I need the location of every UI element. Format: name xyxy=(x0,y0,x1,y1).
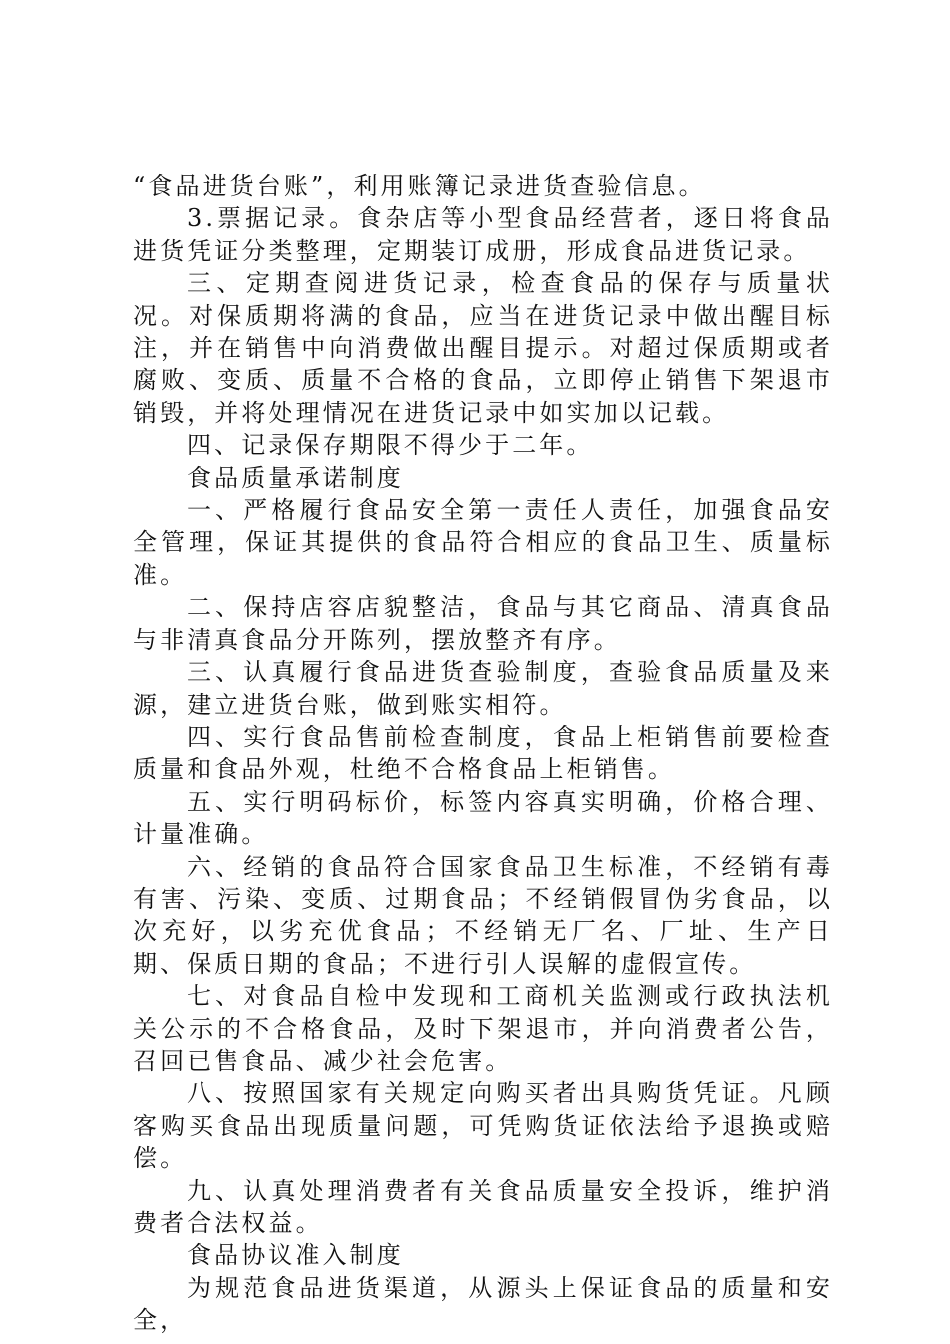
paragraph-2: 3.票据记录。食杂店等小型食品经营者，逐日将食品进货凭证分类整理，定期装订成册，形成食品进货记录。 xyxy=(133,204,833,265)
paragraph-16: 为规范食品进货渠道，从源头上保证食品的质量和安全， xyxy=(133,1273,833,1335)
section-heading-agreement-access: 食品协议准入制度 xyxy=(187,1241,404,1270)
paragraph-1: “食品进货台账”，利用账簿记录进货查验信息。 xyxy=(133,172,706,200)
paragraph-14: 九、认真处理消费者有关食品质量安全投诉，维护消费者合法权益。 xyxy=(133,1176,833,1237)
paragraph-4: 四、记录保存期限不得少于二年。 xyxy=(187,431,594,460)
section-heading-quality-commitment: 食品质量承诺制度 xyxy=(187,463,404,492)
paragraph-10: 五、实行明码标价，标签内容真实明确，价格合理、计量准确。 xyxy=(133,787,833,849)
paragraph-7: 二、保持店容店貌整洁，食品与其它商品、清真食品与非清真食品分开陈列，摆放整齐有序。 xyxy=(133,593,833,654)
paragraph-11: 六、经销的食品符合国家食品卫生标准，不经销有毒有害、污染、变质、过期食品；不经销假冒伪劣食品，以次充好，以劣充优食品；不经销无厂名、厂址、生产日期、保质日期的食品；不进行引人误解的虚假宣传。 xyxy=(133,852,833,978)
paragraph-3: 三、定期查阅进货记录，检查食品的保存与质量状况。对保质期将满的食品，应当在进货记录中做出醒目标注，并在销售中向消费做出醒目提示。对超过保质期或者腐败、变质、质量不合格的食品，立即停止销售下架退市销毁，并将处理情况在进货记录中如实加以记载。 xyxy=(133,269,833,427)
paragraph-13: 八、按照国家有关规定向购买者出具购货凭证。凡顾客购买食品出现质量问题，可凭购货证依法给予退换或赔偿。 xyxy=(133,1079,833,1173)
paragraph-9: 四、实行食品售前检查制度，食品上柜销售前要检查质量和食品外观，杜绝不合格食品上柜销售。 xyxy=(133,722,833,784)
paragraph-12: 七、对食品自检中发现和工商机关监测或行政执法机关公示的不合格食品，及时下架退市，并向消费者公告，召回已售食品、减少社会危害。 xyxy=(133,982,833,1075)
paragraph-6: 一、严格履行食品安全第一责任人责任，加强食品安全管理，保证其提供的食品符合相应的食品卫生、质量标准。 xyxy=(133,496,833,589)
document-body xyxy=(133,170,833,1337)
paragraph-8: 三、认真履行食品进货查验制度，查验食品质量及来源，建立进货台账，做到账实相符。 xyxy=(133,658,833,719)
